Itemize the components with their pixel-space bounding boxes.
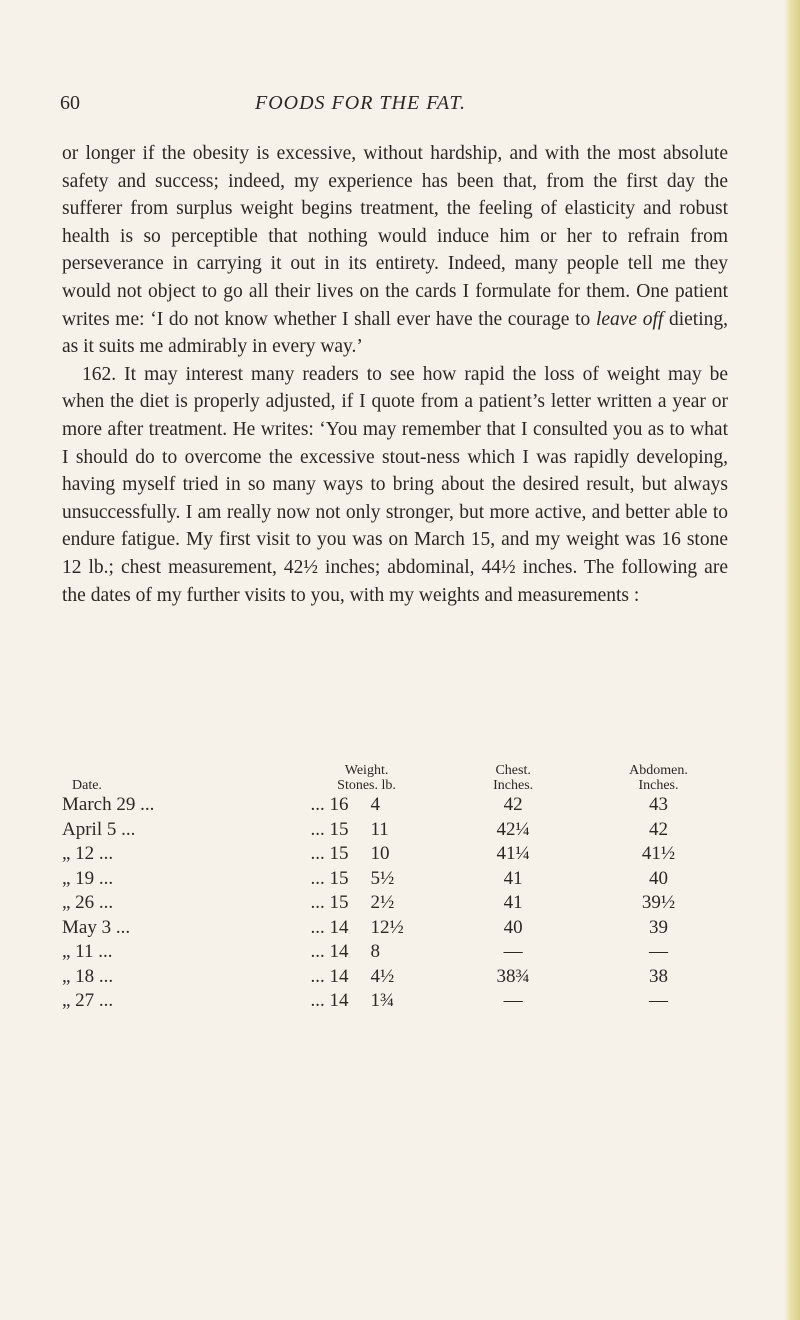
stones-cell: ... 15 [310, 818, 349, 840]
paragraph-1 [62, 140, 728, 361]
running-title: FOODS FOR THE FAT. [255, 92, 466, 114]
abdomen-cell: 43 [648, 794, 668, 816]
paragraph-1-emphasis: leave off [595, 308, 664, 330]
lb-cell: 5½ [370, 867, 395, 889]
abdomen-cell: 40 [648, 867, 668, 889]
chest-units-header: Inches. [493, 778, 534, 793]
page-number: 60 [60, 92, 80, 114]
chest-cell: 38¾ [496, 965, 530, 987]
chest-cell: 41 [503, 892, 523, 914]
abdomen-units-header: Inches. [638, 778, 679, 793]
chest-cell: — [503, 990, 523, 1012]
lb-cell: 12½ [370, 916, 404, 938]
stones-cell: ... 15 [310, 867, 349, 889]
stones-cell: ... 16 [310, 794, 349, 816]
chest-cell: 41 [503, 867, 523, 889]
table-row [62, 867, 728, 892]
page-edge [784, 0, 800, 1320]
stones-cell: ... 15 [310, 843, 349, 865]
table-group-header-row [62, 763, 728, 778]
chest-cell: — [503, 941, 523, 963]
table-row [62, 965, 728, 990]
lb-cell: 10 [370, 843, 390, 865]
date-cell: March 29 ... [62, 794, 155, 816]
abdomen-cell: 42 [648, 818, 668, 840]
lb-cell: 2½ [370, 892, 395, 914]
lb-cell: 4½ [370, 965, 395, 987]
stones-cell: ... 14 [310, 941, 349, 963]
date-cell: „ 27 ... [62, 990, 114, 1012]
stones-cell: ... 15 [310, 892, 349, 914]
weight-header: Weight. [344, 763, 389, 778]
weight-table [62, 763, 728, 1014]
abdomen-cell: 41½ [641, 843, 676, 865]
date-cell: May 3 ... [62, 916, 131, 938]
table-row [62, 842, 728, 867]
body-text [62, 140, 728, 609]
page-header [60, 92, 740, 118]
table-row [62, 989, 728, 1014]
stones-cell: ... 14 [310, 965, 349, 987]
chest-header: Chest. [495, 763, 531, 778]
date-cell: April 5 ... [62, 818, 136, 840]
abdomen-cell: 38 [648, 965, 668, 987]
date-cell: „ 18 ... [62, 965, 114, 987]
abdomen-cell: — [648, 990, 668, 1012]
abdomen-cell: 39 [648, 916, 668, 938]
date-header: Date. [72, 778, 102, 793]
lb-cell: 1¾ [370, 990, 395, 1012]
date-cell: „ 12 ... [62, 843, 114, 865]
table-sub-header-row [62, 778, 728, 793]
date-cell: „ 26 ... [62, 892, 114, 914]
lb-cell: 8 [370, 941, 380, 963]
table-row [62, 793, 728, 818]
abdomen-cell: — [648, 941, 668, 963]
stones-cell: ... 14 [310, 916, 349, 938]
date-cell: „ 19 ... [62, 867, 114, 889]
abdomen-cell: 39½ [641, 892, 676, 914]
table-row [62, 940, 728, 965]
table-body [62, 793, 728, 1014]
weight-units-header: Stones. lb. [337, 778, 396, 793]
lb-cell: 11 [370, 818, 389, 840]
paragraph-162: 162. It may interest many readers to see how rapid the loss of weight may be when the diet is properly adjusted, if I quote from a patient’s letter written a year or more after treatment. He writes: ‘You may remember that I consulted you as to what I should do to overcome the excessive stout-ness which I was rapidly developing, having myself tried in so many ways to bring about the desired result, but always unsuccessfully. I am really now not only stronger, but more active, and better able to endure fatigue. My first visit to you was on March 15, and my weight was 16 stone 12 lb.; chest measurement, 42½ inches; abdominal, 44½ inches. The following are the dates of my further visits to you, with my weights and measurements : [62, 363, 728, 606]
chest-cell: 42¼ [496, 818, 530, 840]
abdomen-header: Abdomen. [629, 763, 688, 778]
table-row [62, 818, 728, 843]
date-cell: „ 11 ... [62, 941, 113, 963]
chest-cell: 42 [503, 794, 523, 816]
table-row [62, 891, 728, 916]
paragraph-1-end: dieting, as it suits me admirably in every way.’ [62, 308, 728, 358]
chest-cell: 40 [503, 916, 523, 938]
stones-cell: ... 14 [310, 990, 349, 1012]
lb-cell: 4 [370, 794, 380, 816]
paragraph-1-text: or longer if the obesity is excessive, without hardship, and with the most absolute safety and success; indeed, my experience has been that, from the first day the sufferer from surplus weight begins treatment, the feeling of elasticity and robust health is so perceptible that nothing would induce him or her to refrain from perseverance in carrying it out in its entirety. Indeed, many people tell me they would not object to go all their lives on the cards I formulate for them. One patient writes me: ‘I do not know whether I shall ever have the courage to [62, 143, 728, 330]
table-row [62, 916, 728, 941]
chest-cell: 41¼ [496, 843, 530, 865]
